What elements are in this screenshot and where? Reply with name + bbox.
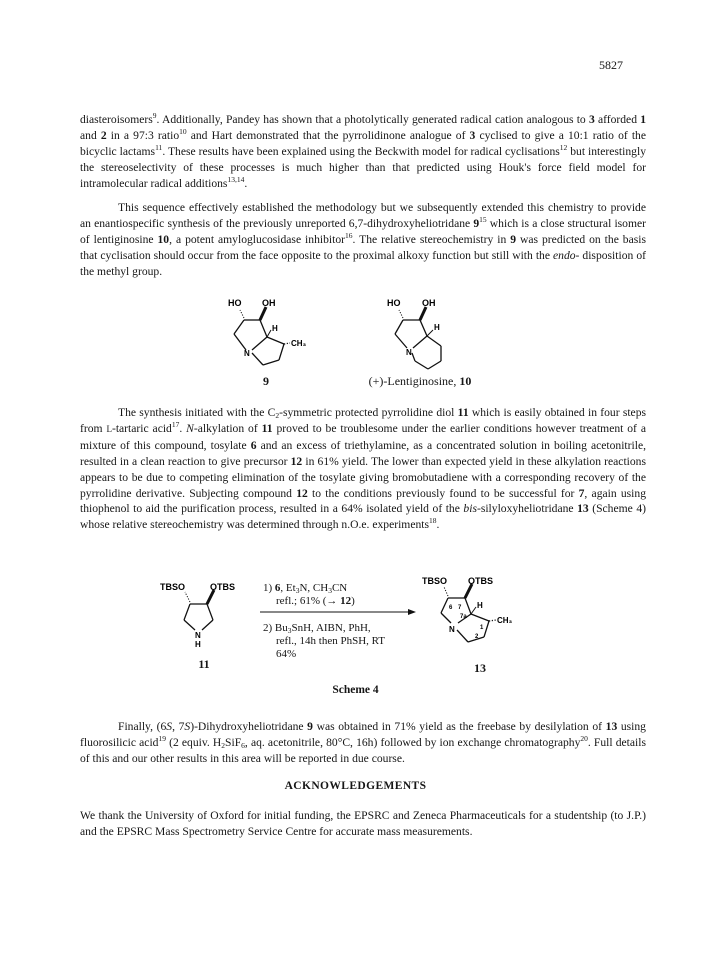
paragraph-3: The synthesis initiated with the $C_2$-symmetric protected pyrrolidine diol 11 which is easily obtained in four steps from L-tartaric acid$^{17}$. N-alkylation of 11 proved to be troublesome under the earlier conditions however treatment of a mixture of this compound, tosylate 6 and an excess of triethylamine, as a concentrated solution in boiling acetonitrile, resulted in a clean reaction to give precursor 12 in 61% yield. The lower than expected yield in these alkylation reactions appears to be due to competing elimination of the tosylate giving bromobutadiene with a corresponding recovery of the pyrrolidine derivative. Subjecting compound 12 to the conditions previously found to be successful for 7, again using thiophenol to aid the purification process, resulted in a 64% isolated yield of the bis-silyloxyheliotridane 13 (Scheme 4) whose relative stereochemistry was determined through n.O.e. experiments$^{18}$.	[80, 406, 647, 532]
scheme-title: Scheme 4	[332, 684, 379, 696]
ch3-label: CH₃	[291, 339, 307, 348]
h-label: H	[272, 324, 278, 333]
h-label: H	[477, 601, 483, 610]
step-2-conditions: 2) $Bu_3SnH$, AIBN, PhH, refl., 14h then PhSH, RT 64%	[263, 622, 386, 661]
paragraph-2: This sequence effectively established the methodology but we subsequently extended this chemistry to provide an enantiospecific synthesis of the previously unreported 6,7-dihydroxyheliotridane $9^{15}$ which is a close structural isomer of lentiginosine 10, a potent amyloglucosidase inhibitor$^{16}$. The relative stereochemistry in 9 was predicted on the basis that cyclisation should occur from the face opposite to the proximal alkoxy function but still with the endo- disposition of the methyl group.	[80, 201, 647, 278]
locant-7: 7	[458, 605, 462, 611]
page-number: 5827	[599, 58, 623, 72]
ho-label: HO	[228, 298, 242, 308]
structure-13	[420, 572, 550, 662]
structure-11	[150, 578, 260, 658]
locant-2: 2	[475, 634, 479, 640]
compound-10-label: (+)-Lentiginosine, 10	[368, 374, 472, 388]
n-label: N	[449, 625, 455, 634]
paragraph-1: diasteroisomers$^9$. Additionally, Pandey has shown that a photolytically generated radical cation analogous to 3 afforded 1 and 2 in a 97:3 ratio$^{10}$ and Hart demonstrated that the pyrrolidinone analogue of 3 cyclised to give a 10:1 ratio of the bicyclic lactams$^{11}$. These results have been explained using the Beckwith model for radical cyclisations$^{12}$ but interestingly the stereoselectivity of these processes is much higher than that predicted using Houk's force field model for intramolecular radical additions$^{13,14}$.	[80, 111, 646, 190]
nh-label: H	[195, 640, 201, 649]
ho-label: HO	[387, 298, 401, 308]
ch3-label: CH₃	[497, 616, 513, 625]
locant-6: 6	[449, 605, 453, 611]
compound-13-label: 13	[474, 661, 486, 675]
n-label: N	[195, 631, 201, 640]
acknowledgements-text: We thank the University of Oxford for initial funding, the EPSRC and Zeneca Pharmaceuticals for a studentship (to J.P.) and the EPSRC Mass Spectrometry Service Centre for accurate mass measurements.	[80, 809, 646, 838]
otbs-label: OTBS	[468, 576, 494, 586]
reaction-arrow	[258, 607, 418, 617]
tbso-label: TBSO	[422, 576, 448, 586]
oh-label: OH	[422, 298, 436, 308]
paragraph-4: Finally, (6S, 7S)-Dihydroxyheliotridane 9 was obtained in 71% yield as the freebase by desilylation of 13 using fluorosilicic acid$^{19}$ (2 equiv. $H_2SiF_6$, aq. acetonitrile, 80°C, 16h) followed by ion exchange chromatography$^{20}$. Full details of this and our other results in this area will be reported in due course.	[80, 720, 646, 765]
n-label: N	[244, 349, 250, 358]
otbs-label: OTBS	[210, 582, 236, 592]
tbso-label: TBSO	[160, 582, 186, 592]
acknowledgements-heading: ACKNOWLEDGEMENTS	[284, 780, 427, 792]
locant-1: 1	[480, 625, 484, 631]
h-label: H	[434, 323, 440, 332]
compound-9-label: 9	[263, 374, 269, 388]
step-1-conditions: 1) 6, $Et_3N$, $CH_3CN$ refl.; 61% (→ 12)	[263, 582, 355, 608]
compound-11-label: 11	[198, 657, 210, 671]
oh-label: OH	[262, 298, 276, 308]
n-label: N	[406, 348, 412, 357]
locant-7a: 7a	[460, 614, 467, 620]
